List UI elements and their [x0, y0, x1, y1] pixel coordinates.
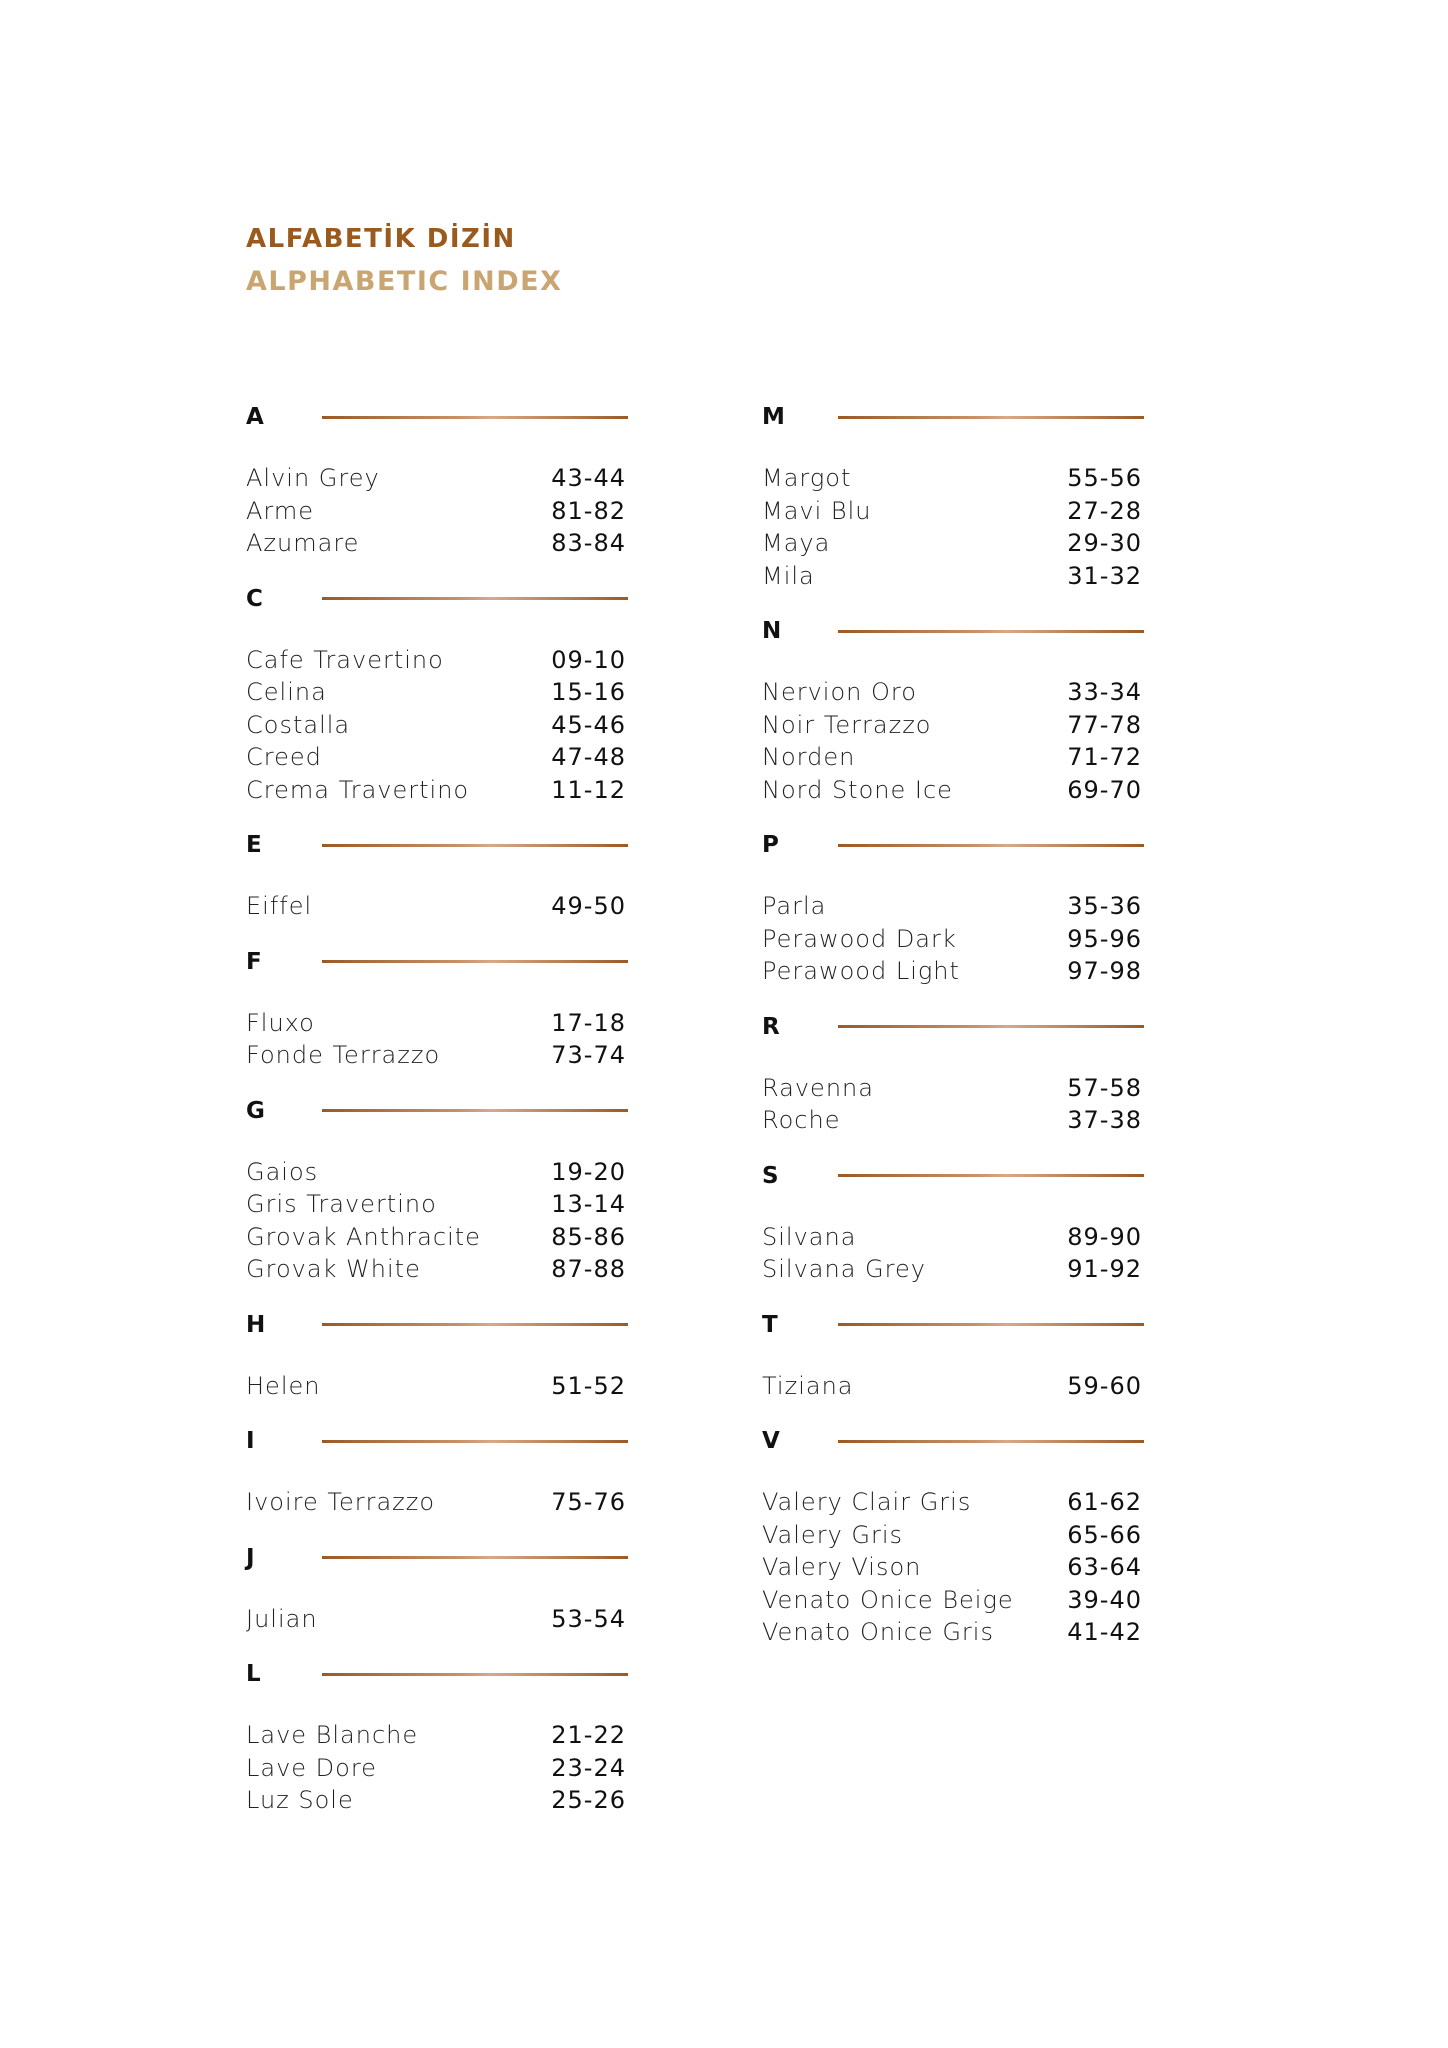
entry-name: Lave Dore — [246, 1753, 377, 1782]
section-header — [762, 1308, 1152, 1342]
entry-page-range: 27-28 — [1067, 496, 1142, 525]
section-header — [246, 1094, 636, 1128]
entry-name: Venato Onice Beige — [762, 1585, 1014, 1614]
entry-name: Fluxo — [246, 1008, 315, 1037]
entry-name: Mila — [762, 561, 815, 590]
entry-page-range: 43-44 — [551, 464, 626, 492]
index-entry — [246, 774, 626, 807]
section-header — [762, 1159, 1152, 1193]
section-letter: G — [246, 1097, 265, 1124]
index-entry — [246, 1486, 626, 1519]
entry-list — [246, 1370, 636, 1403]
index-entry — [762, 676, 1142, 709]
entry-page-range: 53-54 — [551, 1604, 626, 1633]
entry-page-range: 17-18 — [551, 1008, 626, 1037]
entry-list — [246, 1486, 636, 1519]
section-header — [246, 1657, 636, 1691]
section-divider — [322, 416, 628, 419]
index-entry — [762, 1253, 1142, 1286]
entry-name: Maya — [762, 529, 831, 557]
entry-name: Nervion Oro — [762, 678, 917, 706]
index-section — [762, 1159, 1152, 1286]
section-header — [762, 614, 1152, 648]
section-divider — [838, 630, 1144, 633]
entry-page-range: 21-22 — [551, 1721, 626, 1749]
section-divider — [838, 1174, 1144, 1177]
entry-list — [762, 1486, 1152, 1649]
index-entry — [246, 1007, 626, 1040]
index-section — [246, 945, 636, 1072]
entry-list — [246, 462, 636, 560]
section-divider — [322, 1673, 628, 1676]
index-entry — [246, 741, 626, 774]
entry-name: Eiffel — [246, 892, 313, 920]
entry-name: Celina — [246, 678, 327, 706]
index-entry — [762, 462, 1142, 495]
entry-page-range: 89-90 — [1067, 1222, 1142, 1251]
index-entry — [246, 1188, 626, 1221]
entry-name: Norden — [762, 743, 856, 771]
section-divider — [322, 960, 628, 963]
section-header — [246, 945, 636, 979]
index-entry — [246, 1253, 626, 1286]
index-entry — [246, 709, 626, 742]
entry-page-range: 91-92 — [1067, 1255, 1142, 1283]
index-section — [762, 400, 1152, 592]
index-entry — [762, 527, 1142, 560]
section-header — [246, 1541, 636, 1575]
entry-page-range: 33-34 — [1067, 678, 1142, 706]
page-subtitle: ALPHABETIC INDEX — [246, 266, 563, 297]
entry-name: Helen — [246, 1371, 321, 1400]
section-divider — [322, 844, 628, 847]
section-letter: V — [762, 1428, 780, 1454]
entry-name: Valery Gris — [762, 1520, 904, 1549]
section-header — [762, 828, 1152, 862]
entry-page-range: 47-48 — [551, 743, 626, 771]
entry-page-range: 51-52 — [551, 1371, 626, 1400]
index-section — [762, 1424, 1152, 1649]
entry-list — [246, 1603, 636, 1636]
section-letter: A — [246, 404, 264, 430]
section-header — [762, 1424, 1152, 1458]
entry-name: Roche — [762, 1106, 841, 1134]
section-header — [762, 400, 1152, 434]
entry-name: Crema Travertino — [246, 775, 470, 804]
index-entry — [246, 890, 626, 923]
index-section — [762, 1308, 1152, 1403]
entry-list — [762, 1221, 1152, 1286]
entry-page-range: 55-56 — [1067, 464, 1142, 492]
entry-name: Perawood Light — [762, 957, 960, 985]
index-section — [762, 828, 1152, 988]
section-letter: C — [246, 585, 263, 612]
index-entry — [762, 1519, 1142, 1552]
entry-page-range: 19-20 — [551, 1157, 626, 1186]
index-section — [762, 1010, 1152, 1137]
index-entry — [762, 495, 1142, 528]
section-letter: N — [762, 618, 782, 644]
entry-page-range: 39-40 — [1067, 1585, 1142, 1614]
entry-page-range: 69-70 — [1067, 775, 1142, 804]
index-entry — [762, 923, 1142, 956]
section-letter: P — [762, 832, 779, 858]
entry-page-range: 63-64 — [1067, 1553, 1142, 1581]
entry-name: Valery Vison — [762, 1553, 922, 1581]
index-entry — [762, 1221, 1142, 1254]
index-section — [246, 1094, 636, 1286]
entry-name: Gaios — [246, 1157, 319, 1186]
entry-page-range: 77-78 — [1067, 710, 1142, 739]
section-divider — [322, 1109, 628, 1112]
entry-name: Ivoire Terrazzo — [246, 1488, 436, 1516]
entry-name: Grovak White — [246, 1255, 421, 1283]
entry-page-range: 49-50 — [551, 892, 626, 920]
section-letter: L — [246, 1661, 261, 1687]
section-letter: T — [762, 1311, 778, 1338]
entry-name: Margot — [762, 464, 852, 492]
index-column-right — [762, 400, 1152, 1671]
entry-page-range: 59-60 — [1067, 1371, 1142, 1400]
index-entry — [246, 527, 626, 560]
entry-page-range: 23-24 — [551, 1753, 626, 1782]
entry-page-range: 35-36 — [1067, 892, 1142, 920]
entry-name: Perawood Dark — [762, 924, 957, 953]
entry-page-range: 85-86 — [551, 1222, 626, 1251]
section-letter: R — [762, 1013, 780, 1040]
index-entry — [762, 774, 1142, 807]
section-divider — [322, 597, 628, 600]
entry-list — [246, 1719, 636, 1817]
index-entry — [246, 1752, 626, 1785]
entry-page-range: 13-14 — [551, 1190, 626, 1218]
entry-page-range: 37-38 — [1067, 1106, 1142, 1134]
entry-page-range: 57-58 — [1067, 1073, 1142, 1102]
section-divider — [838, 1025, 1144, 1028]
entry-page-range: 71-72 — [1067, 743, 1142, 771]
entry-name: Tiziana — [762, 1371, 854, 1400]
section-header — [246, 1424, 636, 1458]
entry-list — [762, 462, 1152, 592]
index-section — [246, 1424, 636, 1519]
entry-page-range: 87-88 — [551, 1255, 626, 1283]
entry-page-range: 45-46 — [551, 710, 626, 739]
index-entry — [246, 462, 626, 495]
index-column-left — [246, 400, 636, 1839]
section-header — [246, 400, 636, 434]
page-title: ALFABETİK DİZİN — [246, 224, 516, 254]
entry-name: Julian — [246, 1604, 318, 1633]
index-entry — [762, 709, 1142, 742]
index-entry — [762, 1551, 1142, 1584]
index-section — [246, 400, 636, 560]
entry-name: Costalla — [246, 710, 351, 739]
entry-list — [246, 890, 636, 923]
index-entry — [762, 1104, 1142, 1137]
entry-name: Venato Onice Gris — [762, 1618, 994, 1646]
section-divider — [838, 1323, 1144, 1326]
entry-name: Arme — [246, 496, 315, 525]
index-entry — [246, 1784, 626, 1817]
index-entry — [762, 1370, 1142, 1403]
entry-page-range: 83-84 — [551, 529, 626, 557]
section-header — [246, 582, 636, 616]
index-section — [762, 614, 1152, 806]
index-entry — [762, 741, 1142, 774]
index-section — [246, 1657, 636, 1817]
index-entry — [246, 1221, 626, 1254]
entry-page-range: 15-16 — [551, 678, 626, 706]
index-entry — [762, 1072, 1142, 1105]
index-entry — [246, 676, 626, 709]
entry-page-range: 65-66 — [1067, 1520, 1142, 1549]
entry-name: Azumare — [246, 529, 360, 557]
index-section — [246, 1308, 636, 1403]
index-entry — [762, 1486, 1142, 1519]
section-divider — [322, 1323, 628, 1326]
section-letter: M — [762, 404, 785, 430]
entry-name: Silvana Grey — [762, 1255, 926, 1283]
entry-page-range: 73-74 — [551, 1041, 626, 1069]
index-entry — [246, 1719, 626, 1752]
index-entry — [762, 560, 1142, 593]
section-header — [246, 1308, 636, 1342]
section-header — [246, 828, 636, 862]
entry-page-range: 97-98 — [1067, 957, 1142, 985]
entry-page-range: 09-10 — [551, 645, 626, 674]
section-letter: S — [762, 1162, 779, 1189]
entry-name: Fonde Terrazzo — [246, 1041, 441, 1069]
section-letter: I — [246, 1428, 255, 1454]
entry-page-range: 25-26 — [551, 1786, 626, 1814]
index-entry — [246, 1156, 626, 1189]
section-divider — [838, 416, 1144, 419]
entry-page-range: 29-30 — [1067, 529, 1142, 557]
section-divider — [838, 1440, 1144, 1443]
index-entry — [762, 1616, 1142, 1649]
entry-name: Valery Clair Gris — [762, 1488, 972, 1516]
entry-page-range: 95-96 — [1067, 924, 1142, 953]
entry-list — [246, 644, 636, 807]
entry-name: Cafe Travertino — [246, 645, 444, 674]
entry-name: Grovak Anthracite — [246, 1222, 481, 1251]
index-entry — [762, 1584, 1142, 1617]
entry-name: Noir Terrazzo — [762, 710, 932, 739]
section-divider — [322, 1440, 628, 1443]
section-letter: J — [246, 1544, 255, 1571]
entry-name: Silvana — [762, 1222, 857, 1251]
entry-list — [246, 1007, 636, 1072]
section-header — [762, 1010, 1152, 1044]
entry-page-range: 81-82 — [551, 496, 626, 525]
index-entry — [762, 890, 1142, 923]
entry-name: Creed — [246, 743, 322, 771]
index-section — [246, 828, 636, 923]
entry-name: Parla — [762, 892, 827, 920]
entry-page-range: 75-76 — [551, 1488, 626, 1516]
entry-page-range: 11-12 — [551, 775, 626, 804]
section-letter: H — [246, 1311, 266, 1338]
index-entry — [246, 495, 626, 528]
entry-page-range: 61-62 — [1067, 1488, 1142, 1516]
section-divider — [838, 844, 1144, 847]
entry-list — [246, 1156, 636, 1286]
index-section — [246, 582, 636, 807]
entry-name: Luz Sole — [246, 1786, 354, 1814]
entry-list — [762, 1370, 1152, 1403]
entry-name: Alvin Grey — [246, 464, 380, 492]
entry-name: Ravenna — [762, 1073, 874, 1102]
entry-name: Lave Blanche — [246, 1721, 419, 1749]
index-entry — [246, 1039, 626, 1072]
index-entry — [762, 955, 1142, 988]
index-entry — [246, 1603, 626, 1636]
index-entry — [246, 644, 626, 677]
entry-name: Gris Travertino — [246, 1190, 437, 1218]
index-entry — [246, 1370, 626, 1403]
entry-page-range: 41-42 — [1067, 1618, 1142, 1646]
entry-name: Mavi Blu — [762, 496, 872, 525]
entry-list — [762, 676, 1152, 806]
index-section — [246, 1541, 636, 1636]
entry-name: Nord Stone Ice — [762, 775, 953, 804]
section-letter: E — [246, 832, 262, 858]
entry-list — [762, 890, 1152, 988]
entry-page-range: 31-32 — [1067, 561, 1142, 590]
section-divider — [322, 1556, 628, 1559]
section-letter: F — [246, 948, 262, 975]
entry-list — [762, 1072, 1152, 1137]
